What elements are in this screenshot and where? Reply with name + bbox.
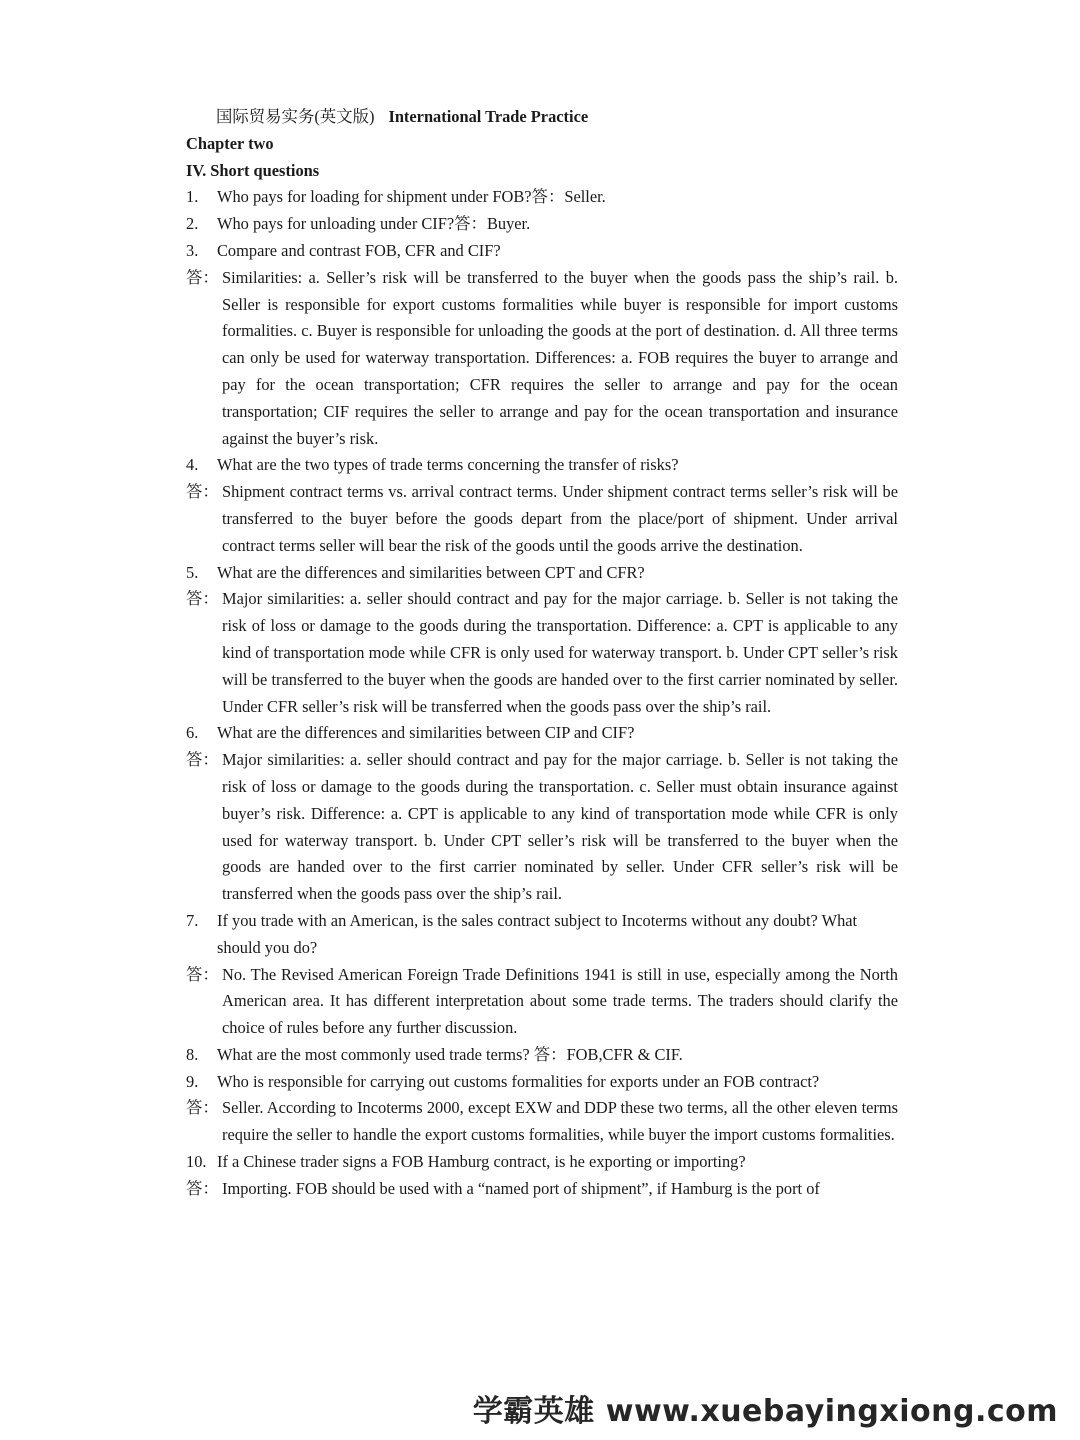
question-text: What are the differences and similarities between CPT and CFR? (217, 562, 645, 582)
question-item (186, 184, 898, 211)
answer-text: Major similarities: a. seller should contract and pay for the major carriage. b. Seller is not taking the risk of loss or damage to the goods during the transportation. Difference: a. CPT is applicable to any kind of transportation mode while CFR is only used for waterway transport. b. Under CPT seller’s risk will be transferred to the buyer when the goods are handed over to the first carrier nominated by seller. Under CFR seller’s risk will be transferred when the goods pass over the ship’s rail. (222, 589, 898, 716)
answer-mark: 答： (186, 267, 219, 287)
question-item (186, 720, 898, 747)
answer-mark: 答： (186, 482, 219, 502)
answer-mark: 答： (186, 589, 219, 609)
answer-item (186, 586, 898, 720)
question-item (186, 560, 898, 587)
answer-text: Similarities: a. Seller’s risk will be transferred to the buyer when the goods pass the ship’s rail. b. Seller is responsible for export customs formalities while buyer is responsible for import customs formalities. c. Buyer is responsible for unloading the goods at the port of destination. d. All three terms can only be used for waterway transportation. Differences: a. FOB requires the buyer to arrange and pay for the ocean transportation; CFR requires the seller to arrange and pay for the ocean transportation; CIF requires the seller to arrange and pay for the ocean transportation and insurance against the buyer’s risk. (222, 267, 898, 448)
question-number: 4. (186, 455, 199, 475)
question-item (186, 238, 898, 265)
question-number: 7. (186, 910, 199, 930)
answer-mark: 答： (186, 964, 219, 984)
question-text: What are the most commonly used trade terms? 答：FOB,CFR & CIF. (217, 1044, 683, 1064)
answer-mark: 答： (186, 1098, 219, 1118)
answer-mark: 答： (186, 750, 219, 770)
answer-text: Seller. According to Incoterms 2000, except EXW and DDP these two terms, all the other eleven terms require the seller to handle the export customs formalities, while buyer the import customs formalities. (222, 1098, 898, 1145)
question-number: 3. (186, 240, 199, 260)
answer-text: Importing. FOB should be used with a “named port of shipment”, if Hamburg is the port of (222, 1178, 820, 1198)
document-title (186, 104, 898, 131)
question-text: If a Chinese trader signs a FOB Hamburg contract, is he exporting or importing? (217, 1152, 746, 1172)
question-text: Who pays for loading for shipment under FOB?答：Seller. (217, 187, 606, 207)
answer-item (186, 265, 898, 453)
title-chinese: 国际贸易实务(英文版) (216, 107, 375, 126)
question-item (186, 1069, 898, 1096)
question-number: 10. (186, 1152, 207, 1172)
question-item (186, 211, 898, 238)
chapter-heading: Chapter two (186, 133, 274, 153)
question-number: 9. (186, 1071, 199, 1091)
title-english: International Trade Practice (388, 107, 589, 126)
answer-item (186, 962, 898, 1042)
answer-mark: 答： (186, 1178, 219, 1198)
answer-text: No. The Revised American Foreign Trade Definitions 1941 is still in use, especially among the North American area. It has different interpretation about some trade terms. The traders should clarify the choice of rules before any further discussion. (222, 964, 898, 1038)
question-text: What are the differences and similarities between CIP and CIF? (217, 723, 635, 743)
question-item (186, 908, 898, 962)
question-item (186, 1042, 898, 1069)
section-heading: IV. Short questions (186, 160, 320, 180)
answer-text: Shipment contract terms vs. arrival contract terms. Under shipment contract terms seller’s risk will be transferred to the buyer before the goods depart from the place/port of shipment. Under arrival contract terms seller will bear the risk of the goods until the goods arrive the destination. (222, 482, 898, 555)
answer-item (186, 1095, 898, 1149)
answer-text: Major similarities: a. seller should contract and pay for the major carriage. b. Seller is not taking the risk of loss or damage to the goods during the transportation. c. Seller must obtain insurance against buyer’s risk. Difference: a. CPT is applicable to any kind of transportation mode while CFR is only used for waterway transport. b. Under CPT seller’s risk will be transferred to the buyer when the goods are handed over to the first carrier nominated by seller. Under CFR seller’s risk will be transferred when the goods pass over the ship’s rail. (222, 750, 898, 904)
question-text: Who pays for unloading under CIF?答：Buyer. (217, 214, 531, 234)
answer-item (186, 479, 898, 559)
question-number: 6. (186, 723, 199, 743)
answer-item (186, 1176, 898, 1203)
question-number: 5. (186, 562, 199, 582)
question-number: 8. (186, 1044, 199, 1064)
watermark: 学霸英雄 www.xuebayingxiong.com (472, 1394, 1058, 1429)
question-text: Who is responsible for carrying out customs formalities for exports under an FOB contract? (217, 1071, 820, 1091)
question-number: 1. (186, 187, 199, 207)
question-number: 2. (186, 214, 199, 234)
document-page (186, 104, 898, 1203)
question-item (186, 452, 898, 479)
question-text: What are the two types of trade terms concerning the transfer of risks? (217, 455, 679, 475)
question-text: Compare and contrast FOB, CFR and CIF? (217, 240, 501, 260)
question-item (186, 1149, 898, 1176)
qa-list (186, 184, 898, 1202)
question-text: If you trade with an American, is the sales contract subject to Incoterms without any doubt? What should you do? (217, 910, 858, 957)
answer-item (186, 747, 898, 908)
